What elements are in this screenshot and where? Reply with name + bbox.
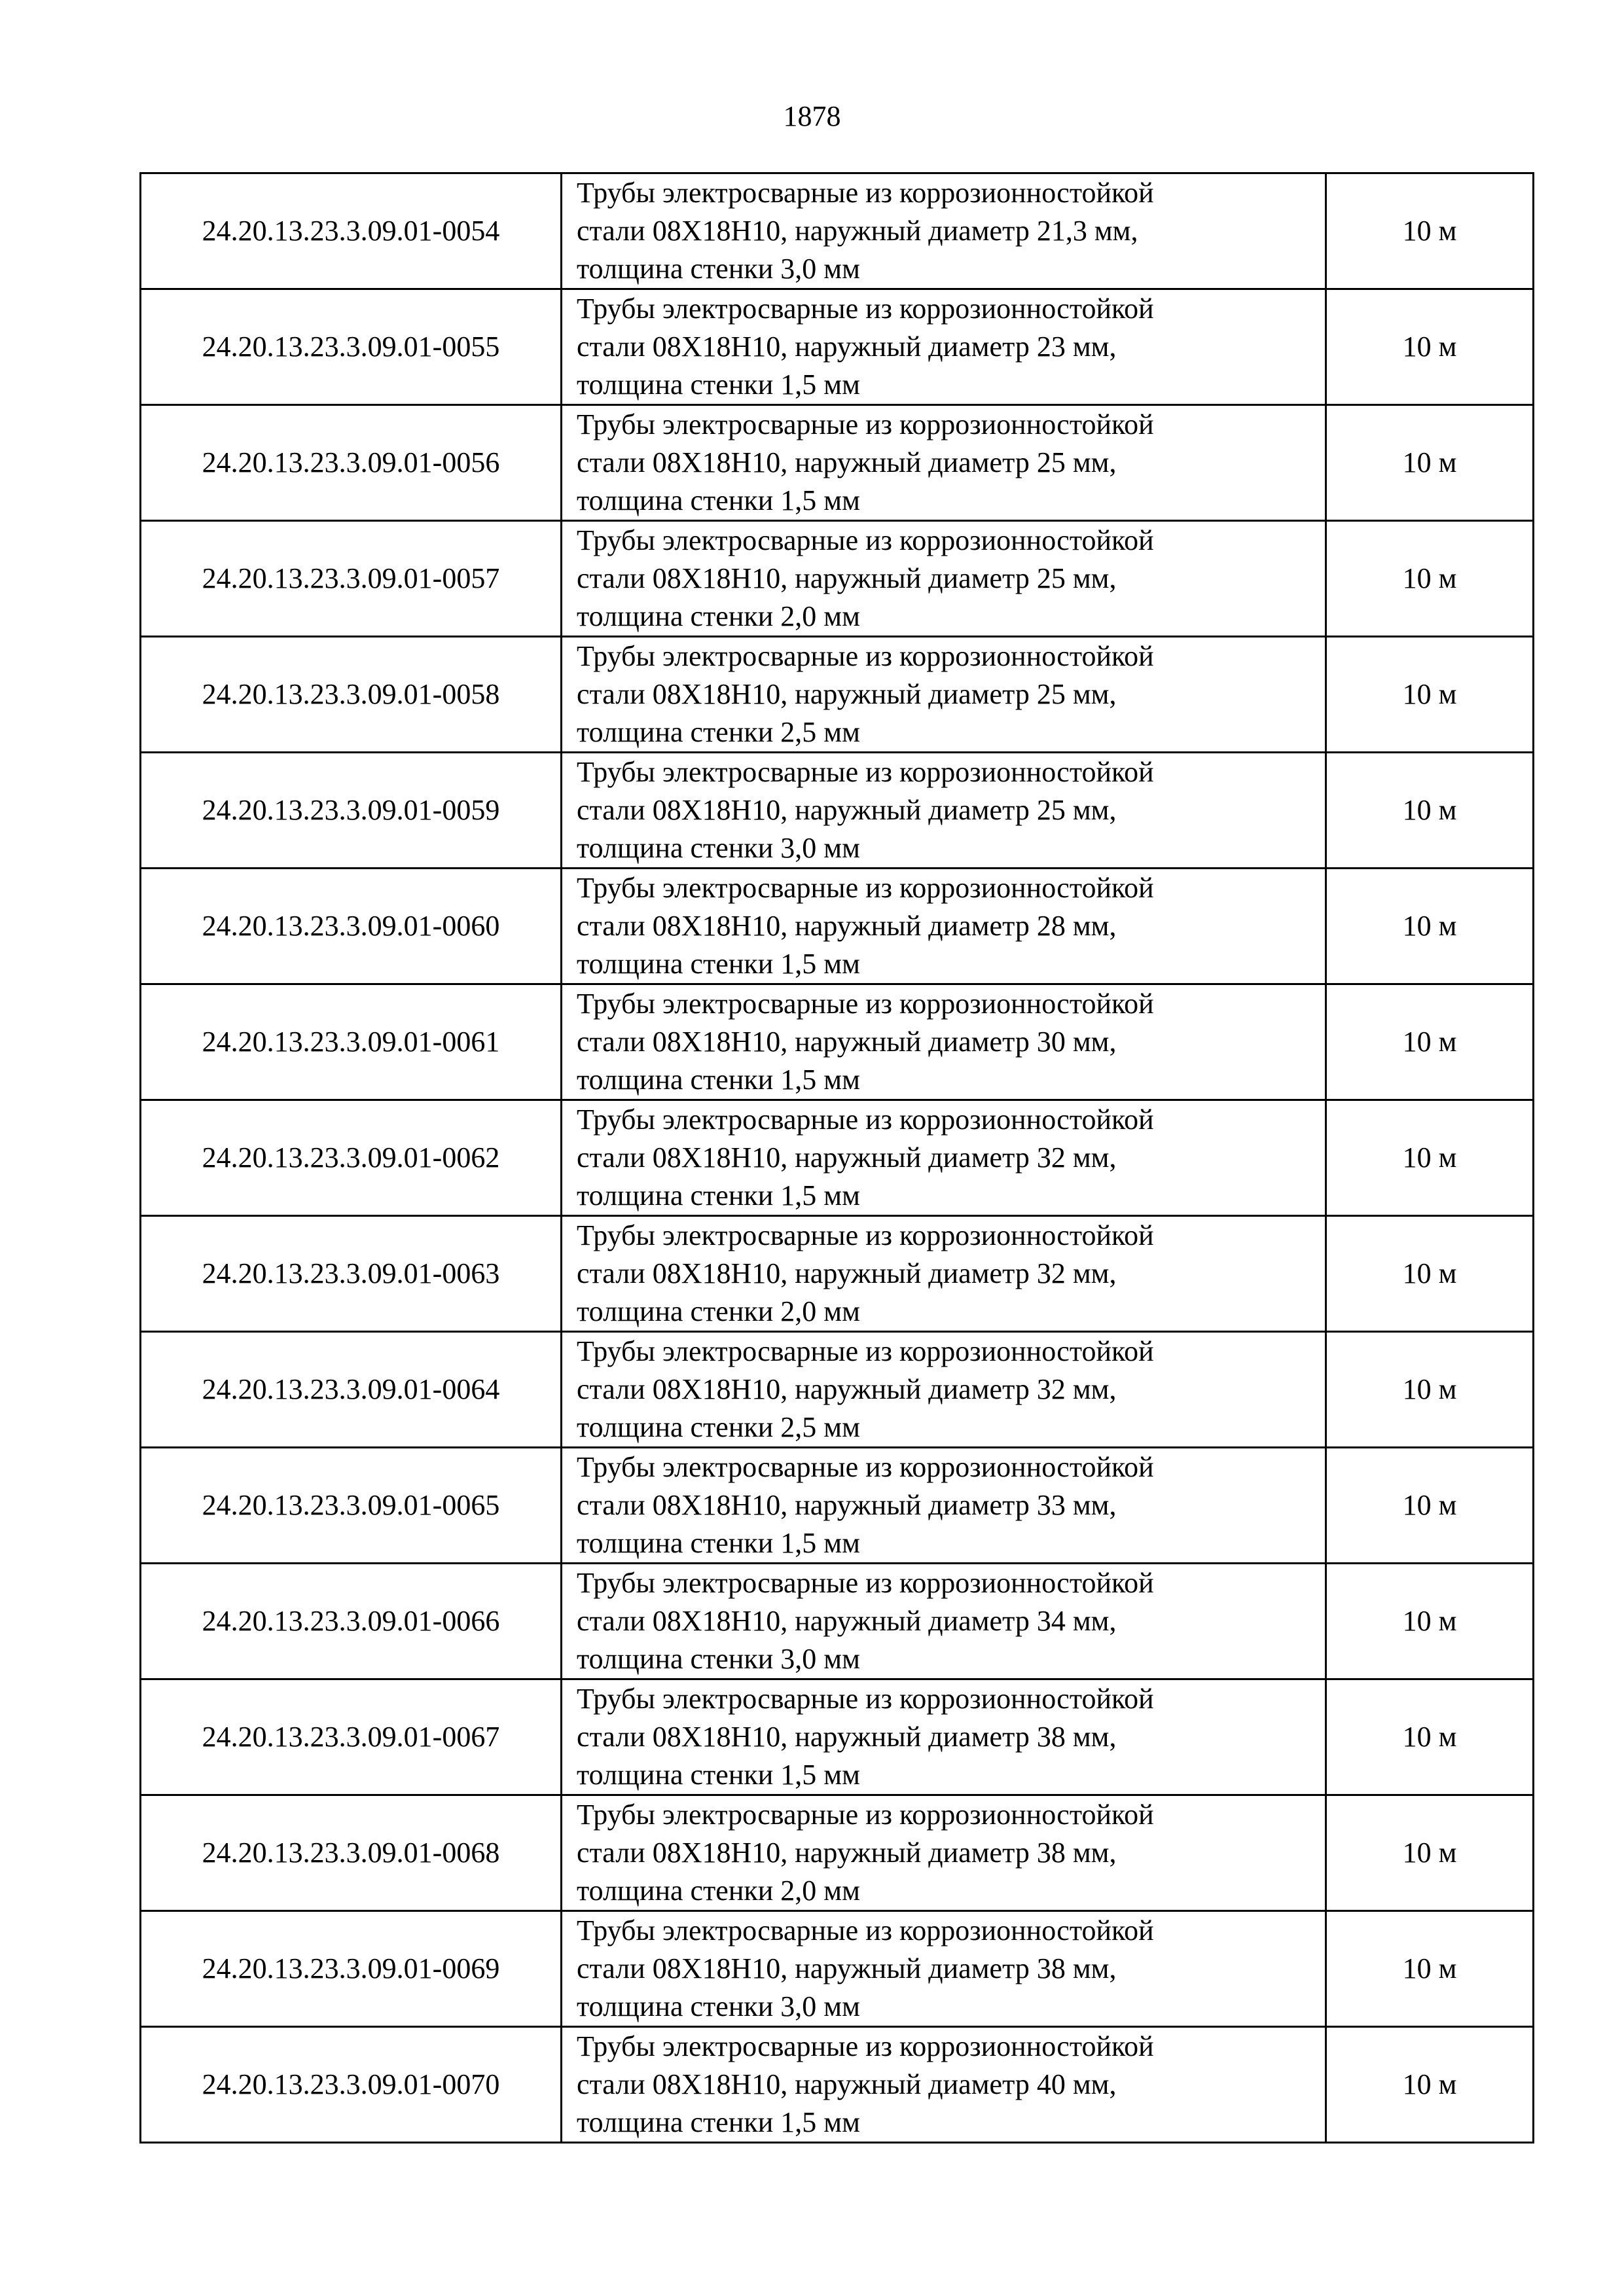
resource-code-cell: 24.20.13.23.3.09.01-0062: [141, 1100, 562, 1216]
description-line: толщина стенки 2,0 мм: [577, 1295, 860, 1327]
description-line: стали 08Х18Н10, наружный диаметр 34 мм,: [577, 1605, 1117, 1637]
description-line: стали 08Х18Н10, наружный диаметр 25 мм,: [577, 562, 1117, 594]
unit-cell: 10 м: [1326, 1448, 1534, 1564]
resource-code-cell: 24.20.13.23.3.09.01-0055: [141, 289, 562, 405]
unit-cell: 10 м: [1326, 2027, 1534, 2143]
description-line: толщина стенки 1,5 мм: [577, 484, 860, 516]
resource-code-cell: 24.20.13.23.3.09.01-0067: [141, 1679, 562, 1795]
description-line: толщина стенки 1,5 мм: [577, 1179, 860, 1211]
description-line: Трубы электросварные из коррозионностойкой: [577, 1914, 1154, 1946]
description-line: Трубы электросварные из коррозионностойкой: [577, 872, 1154, 904]
description-line: Трубы электросварные из коррозионностойкой: [577, 1335, 1154, 1367]
table-row: [141, 1216, 1534, 1332]
resource-description-cell: [562, 1795, 1326, 1911]
resource-description-cell: [562, 1564, 1326, 1679]
description-line: толщина стенки 3,0 мм: [577, 1990, 860, 2022]
resource-code-cell: 24.20.13.23.3.09.01-0054: [141, 173, 562, 289]
table-body: [141, 173, 1534, 2143]
description-line: Трубы электросварные из коррозионностойкой: [577, 988, 1154, 1020]
resource-code-cell: 24.20.13.23.3.09.01-0063: [141, 1216, 562, 1332]
description-line: стали 08Х18Н10, наружный диаметр 40 мм,: [577, 2068, 1117, 2100]
page-number: 1878: [783, 100, 841, 132]
description-line: стали 08Х18Н10, наружный диаметр 23 мм,: [577, 331, 1117, 363]
resource-description-cell: [562, 1100, 1326, 1216]
resource-code-cell: 24.20.13.23.3.09.01-0057: [141, 521, 562, 637]
description-line: стали 08Х18Н10, наружный диаметр 25 мм,: [577, 446, 1117, 478]
unit-cell: 10 м: [1326, 1216, 1534, 1332]
description-line: стали 08Х18Н10, наружный диаметр 32 мм,: [577, 1141, 1117, 1174]
table-row: [141, 1564, 1534, 1679]
description-line: стали 08Х18Н10, наружный диаметр 38 мм,: [577, 1837, 1117, 1869]
resource-description-cell: [562, 1448, 1326, 1564]
resource-description-cell: [562, 289, 1326, 405]
table-row: [141, 1332, 1534, 1448]
unit-cell: 10 м: [1326, 1795, 1534, 1911]
table-row: [141, 637, 1534, 753]
unit-cell: 10 м: [1326, 289, 1534, 405]
description-line: Трубы электросварные из коррозионностойкой: [577, 524, 1154, 556]
resource-code-cell: 24.20.13.23.3.09.01-0068: [141, 1795, 562, 1911]
unit-cell: 10 м: [1326, 1100, 1534, 1216]
unit-cell: 10 м: [1326, 869, 1534, 984]
table-row: [141, 289, 1534, 405]
description-line: стали 08Х18Н10, наружный диаметр 33 мм,: [577, 1489, 1117, 1521]
table-row: [141, 2027, 1534, 2143]
unit-cell: 10 м: [1326, 753, 1534, 869]
table-row: [141, 521, 1534, 637]
resource-description-cell: [562, 173, 1326, 289]
unit-cell: 10 м: [1326, 173, 1534, 289]
resource-description-cell: [562, 2027, 1326, 2143]
description-line: толщина стенки 1,5 мм: [577, 1064, 860, 1096]
unit-cell: 10 м: [1326, 1911, 1534, 2027]
unit-cell: 10 м: [1326, 405, 1534, 521]
description-line: толщина стенки 2,5 мм: [577, 716, 860, 748]
description-line: стали 08Х18Н10, наружный диаметр 38 мм,: [577, 1721, 1117, 1753]
unit-cell: 10 м: [1326, 1564, 1534, 1679]
resource-code-cell: 24.20.13.23.3.09.01-0070: [141, 2027, 562, 2143]
resource-description-cell: [562, 1911, 1326, 2027]
table-row: [141, 1911, 1534, 2027]
description-line: Трубы электросварные из коррозионностойкой: [577, 756, 1154, 788]
description-line: толщина стенки 1,5 мм: [577, 368, 860, 401]
description-line: толщина стенки 1,5 мм: [577, 1527, 860, 1559]
description-line: Трубы электросварные из коррозионностойкой: [577, 1683, 1154, 1715]
resource-code-cell: 24.20.13.23.3.09.01-0066: [141, 1564, 562, 1679]
description-line: Трубы электросварные из коррозионностойкой: [577, 177, 1154, 209]
resource-code-cell: 24.20.13.23.3.09.01-0065: [141, 1448, 562, 1564]
resource-description-cell: [562, 405, 1326, 521]
resource-code-cell: 24.20.13.23.3.09.01-0061: [141, 984, 562, 1100]
description-line: стали 08Х18Н10, наружный диаметр 21,3 мм,: [577, 215, 1138, 247]
description-line: Трубы электросварные из коррозионностойкой: [577, 1451, 1154, 1483]
resource-description-cell: [562, 753, 1326, 869]
description-line: толщина стенки 3,0 мм: [577, 253, 860, 285]
table-row: [141, 405, 1534, 521]
unit-cell: 10 м: [1326, 984, 1534, 1100]
resource-code-cell: 24.20.13.23.3.09.01-0056: [141, 405, 562, 521]
description-line: стали 08Х18Н10, наружный диаметр 32 мм,: [577, 1373, 1117, 1405]
resource-description-cell: [562, 869, 1326, 984]
description-line: толщина стенки 3,0 мм: [577, 1643, 860, 1675]
unit-cell: 10 м: [1326, 521, 1534, 637]
unit-cell: 10 м: [1326, 1679, 1534, 1795]
description-line: Трубы электросварные из коррозионностойкой: [577, 1799, 1154, 1831]
description-line: стали 08Х18Н10, наружный диаметр 28 мм,: [577, 910, 1117, 942]
table-row: [141, 1100, 1534, 1216]
description-line: Трубы электросварные из коррозионностойкой: [577, 2030, 1154, 2062]
description-line: Трубы электросварные из коррозионностойкой: [577, 408, 1154, 440]
resource-code-cell: 24.20.13.23.3.09.01-0059: [141, 753, 562, 869]
description-line: Трубы электросварные из коррозионностойкой: [577, 1567, 1154, 1599]
table-row: [141, 173, 1534, 289]
resource-code-cell: 24.20.13.23.3.09.01-0058: [141, 637, 562, 753]
description-line: толщина стенки 1,5 мм: [577, 1759, 860, 1791]
description-line: Трубы электросварные из коррозионностойкой: [577, 1219, 1154, 1251]
table-row: [141, 1795, 1534, 1911]
table-row: [141, 1679, 1534, 1795]
description-line: Трубы электросварные из коррозионностойкой: [577, 1103, 1154, 1136]
description-line: толщина стенки 2,0 мм: [577, 1874, 860, 1907]
unit-cell: 10 м: [1326, 1332, 1534, 1448]
description-line: стали 08Х18Н10, наружный диаметр 25 мм,: [577, 794, 1117, 826]
resource-description-cell: [562, 1679, 1326, 1795]
unit-cell: 10 м: [1326, 637, 1534, 753]
resource-code-cell: 24.20.13.23.3.09.01-0064: [141, 1332, 562, 1448]
description-line: толщина стенки 1,5 мм: [577, 2106, 860, 2138]
description-line: стали 08Х18Н10, наружный диаметр 38 мм,: [577, 1952, 1117, 1984]
description-line: Трубы электросварные из коррозионностойкой: [577, 293, 1154, 325]
resource-description-cell: [562, 521, 1326, 637]
table-row: [141, 753, 1534, 869]
description-line: толщина стенки 2,5 мм: [577, 1411, 860, 1443]
description-line: толщина стенки 3,0 мм: [577, 832, 860, 864]
resource-description-cell: [562, 1332, 1326, 1448]
table-row: [141, 1448, 1534, 1564]
resource-description-cell: [562, 984, 1326, 1100]
description-line: стали 08Х18Н10, наружный диаметр 32 мм,: [577, 1257, 1117, 1289]
resource-description-cell: [562, 637, 1326, 753]
description-line: Трубы электросварные из коррозионностойкой: [577, 640, 1154, 672]
resource-table: [139, 172, 1534, 2144]
table-row: [141, 869, 1534, 984]
description-line: стали 08Х18Н10, наружный диаметр 30 мм,: [577, 1026, 1117, 1058]
description-line: стали 08Х18Н10, наружный диаметр 25 мм,: [577, 678, 1117, 710]
resource-code-cell: 24.20.13.23.3.09.01-0069: [141, 1911, 562, 2027]
resource-description-cell: [562, 1216, 1326, 1332]
table-row: [141, 984, 1534, 1100]
description-line: толщина стенки 1,5 мм: [577, 948, 860, 980]
description-line: толщина стенки 2,0 мм: [577, 600, 860, 632]
resource-code-cell: 24.20.13.23.3.09.01-0060: [141, 869, 562, 984]
